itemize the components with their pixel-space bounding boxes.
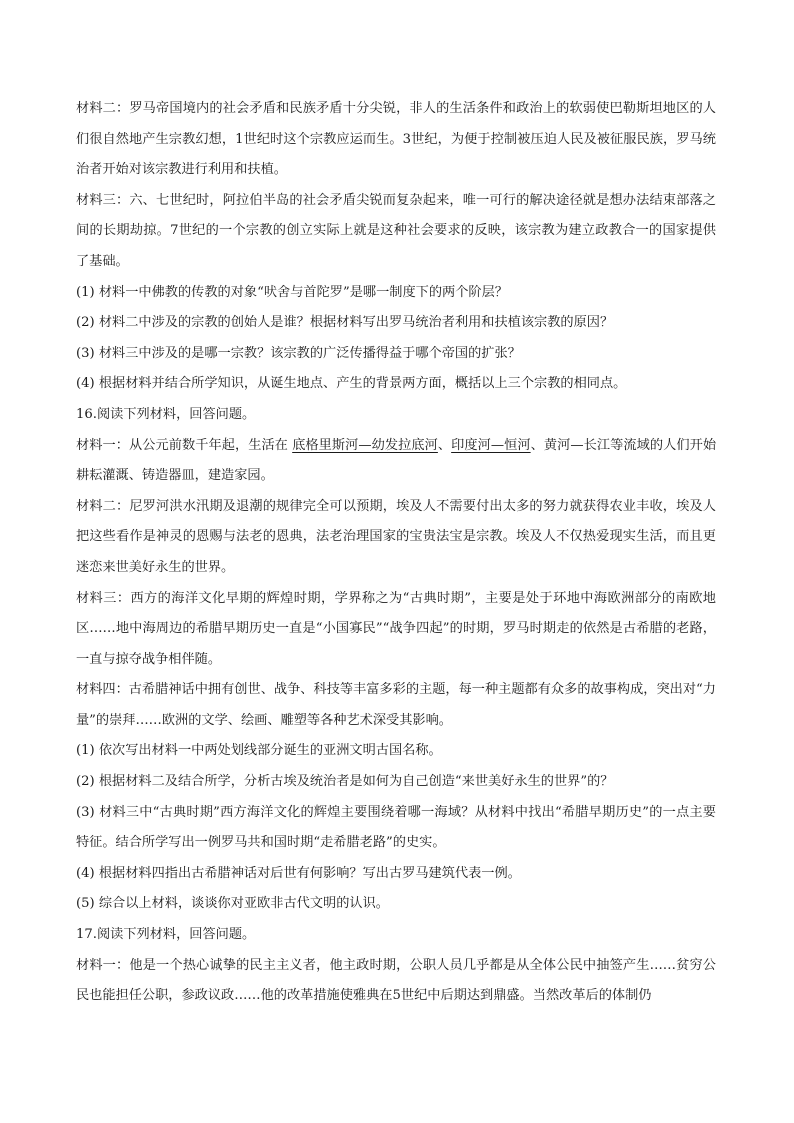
- problem-16-heading: 16.阅读下列材料，回答问题。: [76, 406, 256, 422]
- problem-16-question-5: (5) 综合以上材料，谈谈你对亚欧非古代文明的认识。: [76, 896, 389, 912]
- problem-17-material-1: 材料一：他是一个热心诚挚的民主主义者，他主政时期，公职人员几乎都是从全体公民中抽签产生……贫穷公民也能担任公职，参政议政……他的改革措施使雅典在5世纪中后期达到鼎盛。当然改革后的体制仍: [76, 957, 716, 1004]
- problem-16-material-2: 材料二：尼罗河洪水汛期及退潮的规律完全可以预期，埃及人不需要付出太多的努力就获得农业丰收，埃及人把这些看作是神灵的恩赐与法老的恩典，法老治理国家的宝贵法宝是宗教。埃及人不仅热爱现实生活，而且更迷恋来世美好永生的世界。: [76, 498, 716, 575]
- material-1-prefix: 材料一：从公元前数千年起，生活在: [76, 437, 293, 453]
- problem-16-question-2: (2) 根据材料二及结合所学，分析古埃及统治者是如何为自己创造“来世美好永生的世界”的？: [76, 774, 614, 790]
- underlined-river-1: 底格里斯河—幼发拉底河: [292, 437, 438, 453]
- question-4: (4) 根据材料并结合所学知识，从诞生地点、产生的背景两方面，概括以上三个宗教的相同点。: [76, 376, 627, 392]
- document-page: [76, 94, 716, 1012]
- question-3: (3) 材料三中涉及的是哪一宗教？该宗教的广泛传播得益于哪个帝国的扩张？: [76, 345, 521, 361]
- problem-16-question-3: (3) 材料三中“古典时期”西方海洋文化的辉煌主要围绕着哪一海域？从材料中找出“希腊早期历史”的一点主要特征。结合所学写出一例罗马共和国时期“走希腊老路”的史实。: [76, 804, 716, 851]
- material-1-separator: 、: [437, 437, 452, 453]
- problem-16-material-1: [76, 431, 716, 492]
- question-1: (1) 材料一中佛教的传教的对象“吠舍与首陀罗”是哪一制度下的两个阶层？: [76, 284, 508, 300]
- problem-16-question-4: (4) 根据材料四指出古希腊神话对后世有何影响？写出古罗马建筑代表一例。: [76, 865, 521, 881]
- question-2: (2) 材料二中涉及的宗教的创始人是谁？根据材料写出罗马统治者利用和扶植该宗教的原因？: [76, 315, 614, 331]
- problem-16-material-4: 材料四：古希腊神话中拥有创世、战争、科技等丰富多彩的主题，每一种主题都有众多的故事构成，突出对“力量”的崇拜……欧洲的文学、绘画、雕塑等各种艺术深受其影响。: [76, 682, 716, 728]
- material-3-text: 材料三：六、七世纪时，阿拉伯半岛的社会矛盾尖锐而复杂起来，唯一可行的解决途径就是想办法结束部落之间的长期劫掠。7世纪的一个宗教的创立实际上就是这种社会要求的反映，该宗教为建立政教合一的国家提供了基础。: [76, 192, 716, 269]
- material-2-text: 材料二：罗马帝国境内的社会矛盾和民族矛盾十分尖锐，非人的生活条件和政治上的软弱使巴勒斯坦地区的人们很自然地产生宗教幻想，1世纪时这个宗教应运而生。3世纪，为便于控制被压迫人民及被征服民族，罗马统治者开始对该宗教进行利用和扶植。: [76, 101, 716, 178]
- problem-17-heading: 17.阅读下列材料，回答问题。: [76, 927, 256, 943]
- problem-16-material-3: 材料三：西方的海洋文化早期的辉煌时期，学界称之为“古典时期”，主要是处于环地中海欧洲部分的南欧地区……地中海周边的希腊早期历史一直是“小国寡民”“战争四起”的时期，罗马时期走的依然是古希腊的老路，一直与掠夺战争相伴随。: [76, 590, 716, 667]
- problem-16-question-1: (1) 依次写出材料一中两处划线部分诞生的亚洲文明古国名称。: [76, 743, 442, 759]
- underlined-river-2: 印度河—恒河: [451, 437, 531, 453]
- material-1-suffix: 、黄河—长江等流域的人们开始耕耘灌溉、铸造器皿，建造家园。: [76, 437, 717, 484]
